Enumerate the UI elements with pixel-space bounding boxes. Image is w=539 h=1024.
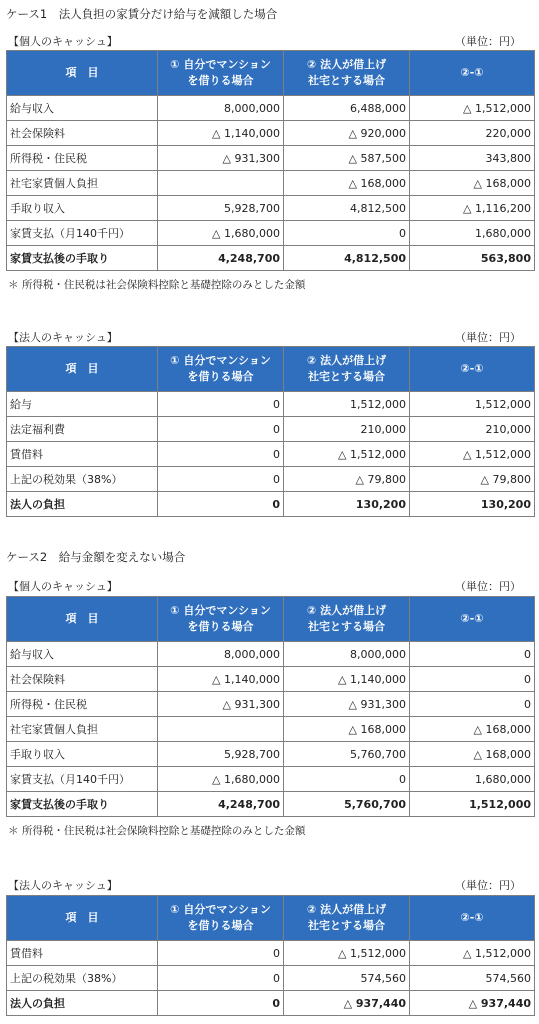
table-row bbox=[7, 991, 535, 1016]
cell-col2: △ 937,440 bbox=[284, 991, 410, 1016]
header-col1 bbox=[158, 597, 284, 642]
table-row bbox=[7, 417, 535, 442]
table-row bbox=[7, 492, 535, 517]
cell-col2: 6,488,000 bbox=[284, 96, 410, 121]
table-row bbox=[7, 221, 535, 246]
cell-col3: 0 bbox=[410, 642, 535, 667]
table-row bbox=[7, 941, 535, 966]
table-row bbox=[7, 667, 535, 692]
cell-col2: 210,000 bbox=[284, 417, 410, 442]
cell-col1: 0 bbox=[158, 991, 284, 1016]
header-col2 bbox=[284, 347, 410, 392]
case2-corporate-table bbox=[6, 895, 535, 1016]
cell-col2: △ 920,000 bbox=[284, 121, 410, 146]
header-col1-text: ① 自分でマンション bbox=[170, 58, 271, 71]
case1-title: ケース1 法人負担の家賃分だけ給与を減額した場合 bbox=[6, 7, 278, 21]
header-col2-text: ② 法人が借上げ bbox=[306, 58, 387, 71]
case2-personal-section-label: 【個人のキャッシュ】 bbox=[8, 580, 118, 593]
cell-col1: △ 931,300 bbox=[158, 692, 284, 717]
header-col3 bbox=[410, 597, 535, 642]
table-header-row bbox=[7, 896, 535, 941]
table-row bbox=[7, 767, 535, 792]
cell-col2: △ 1,512,000 bbox=[284, 941, 410, 966]
header-col1-text: を借りる場合 bbox=[187, 919, 254, 932]
case2-personal-unit: （単位：円） bbox=[455, 580, 521, 593]
cell-col3: △ 1,116,200 bbox=[410, 196, 535, 221]
cell-col3: 1,512,000 bbox=[410, 392, 535, 417]
row-label: 賃借料 bbox=[7, 442, 158, 467]
case2-personal-note: ＊ 所得税・住民税は社会保険料控除と基礎控除のみとした金額 bbox=[8, 825, 306, 837]
cell-col2: 1,512,000 bbox=[284, 392, 410, 417]
case1-corporate-unit: （単位：円） bbox=[455, 331, 521, 344]
cell-col3: △ 1,512,000 bbox=[410, 96, 535, 121]
cell-col3: 1,680,000 bbox=[410, 221, 535, 246]
cell-col3: 1,680,000 bbox=[410, 767, 535, 792]
row-label: 家賃支払後の手取り bbox=[7, 792, 158, 817]
cell-col3: △ 937,440 bbox=[410, 991, 535, 1016]
cell-col2: △ 79,800 bbox=[284, 467, 410, 492]
cell-col3: △ 168,000 bbox=[410, 717, 535, 742]
header-col2-text: 社宅とする場合 bbox=[308, 370, 385, 383]
cell-col1: 5,928,700 bbox=[158, 742, 284, 767]
header-item bbox=[7, 347, 158, 392]
row-label: 社宅家賃個人負担 bbox=[7, 717, 158, 742]
cell-col2: 4,812,500 bbox=[284, 246, 410, 271]
header-col2-text: 社宅とする場合 bbox=[308, 620, 385, 633]
cell-col2: △ 168,000 bbox=[284, 717, 410, 742]
header-col3 bbox=[410, 896, 535, 941]
header-col3-text: ②-① bbox=[460, 911, 484, 924]
row-label: 法定福利費 bbox=[7, 417, 158, 442]
header-col1 bbox=[158, 347, 284, 392]
cell-col3: 0 bbox=[410, 692, 535, 717]
cell-col1: △ 1,140,000 bbox=[158, 667, 284, 692]
header-col2 bbox=[284, 597, 410, 642]
row-label: 所得税・住民税 bbox=[7, 146, 158, 171]
cell-col1: 0 bbox=[158, 966, 284, 991]
header-col1-text: を借りる場合 bbox=[187, 74, 254, 87]
header-col2-text: ② 法人が借上げ bbox=[306, 903, 387, 916]
table-row bbox=[7, 392, 535, 417]
header-item bbox=[7, 51, 158, 96]
cell-col2: 130,200 bbox=[284, 492, 410, 517]
case1-personal-section-label: 【個人のキャッシュ】 bbox=[8, 35, 118, 48]
cell-col1: 0 bbox=[158, 392, 284, 417]
row-label: 上記の税効果（38%） bbox=[7, 467, 158, 492]
table-row bbox=[7, 96, 535, 121]
table-row bbox=[7, 196, 535, 221]
case2-corporate-section-label: 【法人のキャッシュ】 bbox=[8, 879, 118, 892]
cell-col1: 0 bbox=[158, 442, 284, 467]
header-col2-text: 社宅とする場合 bbox=[308, 74, 385, 87]
header-col3-text: ②-① bbox=[460, 362, 484, 375]
cell-col3: 220,000 bbox=[410, 121, 535, 146]
table-row bbox=[7, 121, 535, 146]
cell-col3: 563,800 bbox=[410, 246, 535, 271]
row-label: 法人の負担 bbox=[7, 991, 158, 1016]
table-row bbox=[7, 246, 535, 271]
cell-col3: 343,800 bbox=[410, 146, 535, 171]
row-label: 給与 bbox=[7, 392, 158, 417]
row-label: 上記の税効果（38%） bbox=[7, 966, 158, 991]
row-label: 所得税・住民税 bbox=[7, 692, 158, 717]
cell-col1: 0 bbox=[158, 467, 284, 492]
table-row bbox=[7, 146, 535, 171]
table-row bbox=[7, 642, 535, 667]
cell-col1: 0 bbox=[158, 941, 284, 966]
cell-col3: △ 79,800 bbox=[410, 467, 535, 492]
table-row bbox=[7, 442, 535, 467]
cell-col1 bbox=[158, 171, 284, 196]
header-col2 bbox=[284, 896, 410, 941]
row-label: 法人の負担 bbox=[7, 492, 158, 517]
table-header-row bbox=[7, 597, 535, 642]
cell-col3: △ 1,512,000 bbox=[410, 941, 535, 966]
table-header-row bbox=[7, 51, 535, 96]
table-row bbox=[7, 742, 535, 767]
row-label: 社会保険料 bbox=[7, 121, 158, 146]
header-col1-text: を借りる場合 bbox=[187, 370, 254, 383]
cell-col1: △ 1,680,000 bbox=[158, 767, 284, 792]
cell-col1: △ 1,140,000 bbox=[158, 121, 284, 146]
table-row bbox=[7, 692, 535, 717]
cell-col1: △ 931,300 bbox=[158, 146, 284, 171]
header-item-text: 項 目 bbox=[65, 612, 99, 625]
cell-col2: 8,000,000 bbox=[284, 642, 410, 667]
case1-corporate-section-label: 【法人のキャッシュ】 bbox=[8, 331, 118, 344]
table-row bbox=[7, 171, 535, 196]
cell-col3: 1,512,000 bbox=[410, 792, 535, 817]
row-label: 社宅家賃個人負担 bbox=[7, 171, 158, 196]
table-row bbox=[7, 966, 535, 991]
cell-col1: △ 1,680,000 bbox=[158, 221, 284, 246]
row-label: 給与収入 bbox=[7, 642, 158, 667]
header-item-text: 項 目 bbox=[65, 911, 99, 924]
case2-title: ケース2 給与金額を変えない場合 bbox=[6, 550, 186, 564]
row-label: 家賃支払（月140千円） bbox=[7, 767, 158, 792]
header-item-text: 項 目 bbox=[65, 362, 99, 375]
row-label: 社会保険料 bbox=[7, 667, 158, 692]
header-col1-text: を借りる場合 bbox=[187, 620, 254, 633]
case1-corporate-table bbox=[6, 346, 535, 517]
table-row bbox=[7, 467, 535, 492]
header-col1-text: ① 自分でマンション bbox=[170, 354, 271, 367]
table-row bbox=[7, 792, 535, 817]
row-label: 賃借料 bbox=[7, 941, 158, 966]
cell-col2: △ 1,140,000 bbox=[284, 667, 410, 692]
cell-col1: 4,248,700 bbox=[158, 246, 284, 271]
header-col2-text: ② 法人が借上げ bbox=[306, 354, 387, 367]
row-label: 手取り収入 bbox=[7, 196, 158, 221]
cell-col1: 8,000,000 bbox=[158, 642, 284, 667]
cell-col2: 574,560 bbox=[284, 966, 410, 991]
header-col2-text: 社宅とする場合 bbox=[308, 919, 385, 932]
cell-col2: 5,760,700 bbox=[284, 742, 410, 767]
header-col2-text: ② 法人が借上げ bbox=[306, 604, 387, 617]
cell-col3: 0 bbox=[410, 667, 535, 692]
header-col3 bbox=[410, 51, 535, 96]
header-col3-text: ②-① bbox=[460, 66, 484, 79]
cell-col1: 0 bbox=[158, 417, 284, 442]
cell-col1: 4,248,700 bbox=[158, 792, 284, 817]
cell-col1 bbox=[158, 717, 284, 742]
case2-corporate-unit: （単位：円） bbox=[455, 879, 521, 892]
case1-personal-note: ＊ 所得税・住民税は社会保険料控除と基礎控除のみとした金額 bbox=[8, 279, 306, 291]
header-col1 bbox=[158, 51, 284, 96]
cell-col3: △ 168,000 bbox=[410, 171, 535, 196]
case2-personal-table bbox=[6, 596, 535, 817]
header-col1 bbox=[158, 896, 284, 941]
header-col1-text: ① 自分でマンション bbox=[170, 903, 271, 916]
cell-col1: 8,000,000 bbox=[158, 96, 284, 121]
header-col3-text: ②-① bbox=[460, 612, 484, 625]
cell-col3: 130,200 bbox=[410, 492, 535, 517]
cell-col1: 0 bbox=[158, 492, 284, 517]
cell-col2: △ 931,300 bbox=[284, 692, 410, 717]
header-col2 bbox=[284, 51, 410, 96]
row-label: 手取り収入 bbox=[7, 742, 158, 767]
cell-col3: △ 168,000 bbox=[410, 742, 535, 767]
row-label: 家賃支払後の手取り bbox=[7, 246, 158, 271]
case1-personal-unit: （単位：円） bbox=[455, 35, 521, 48]
case1-personal-table bbox=[6, 50, 535, 271]
table-header-row bbox=[7, 347, 535, 392]
header-item-text: 項 目 bbox=[65, 66, 99, 79]
cell-col1: 5,928,700 bbox=[158, 196, 284, 221]
header-col1-text: ① 自分でマンション bbox=[170, 604, 271, 617]
cell-col3: △ 1,512,000 bbox=[410, 442, 535, 467]
cell-col2: △ 168,000 bbox=[284, 171, 410, 196]
header-item bbox=[7, 597, 158, 642]
cell-col2: △ 1,512,000 bbox=[284, 442, 410, 467]
cell-col3: 574,560 bbox=[410, 966, 535, 991]
row-label: 家賃支払（月140千円） bbox=[7, 221, 158, 246]
row-label: 給与収入 bbox=[7, 96, 158, 121]
cell-col2: 5,760,700 bbox=[284, 792, 410, 817]
cell-col2: 0 bbox=[284, 767, 410, 792]
header-item bbox=[7, 896, 158, 941]
cell-col3: 210,000 bbox=[410, 417, 535, 442]
header-col3 bbox=[410, 347, 535, 392]
cell-col2: △ 587,500 bbox=[284, 146, 410, 171]
cell-col2: 0 bbox=[284, 221, 410, 246]
table-row bbox=[7, 717, 535, 742]
cell-col2: 4,812,500 bbox=[284, 196, 410, 221]
